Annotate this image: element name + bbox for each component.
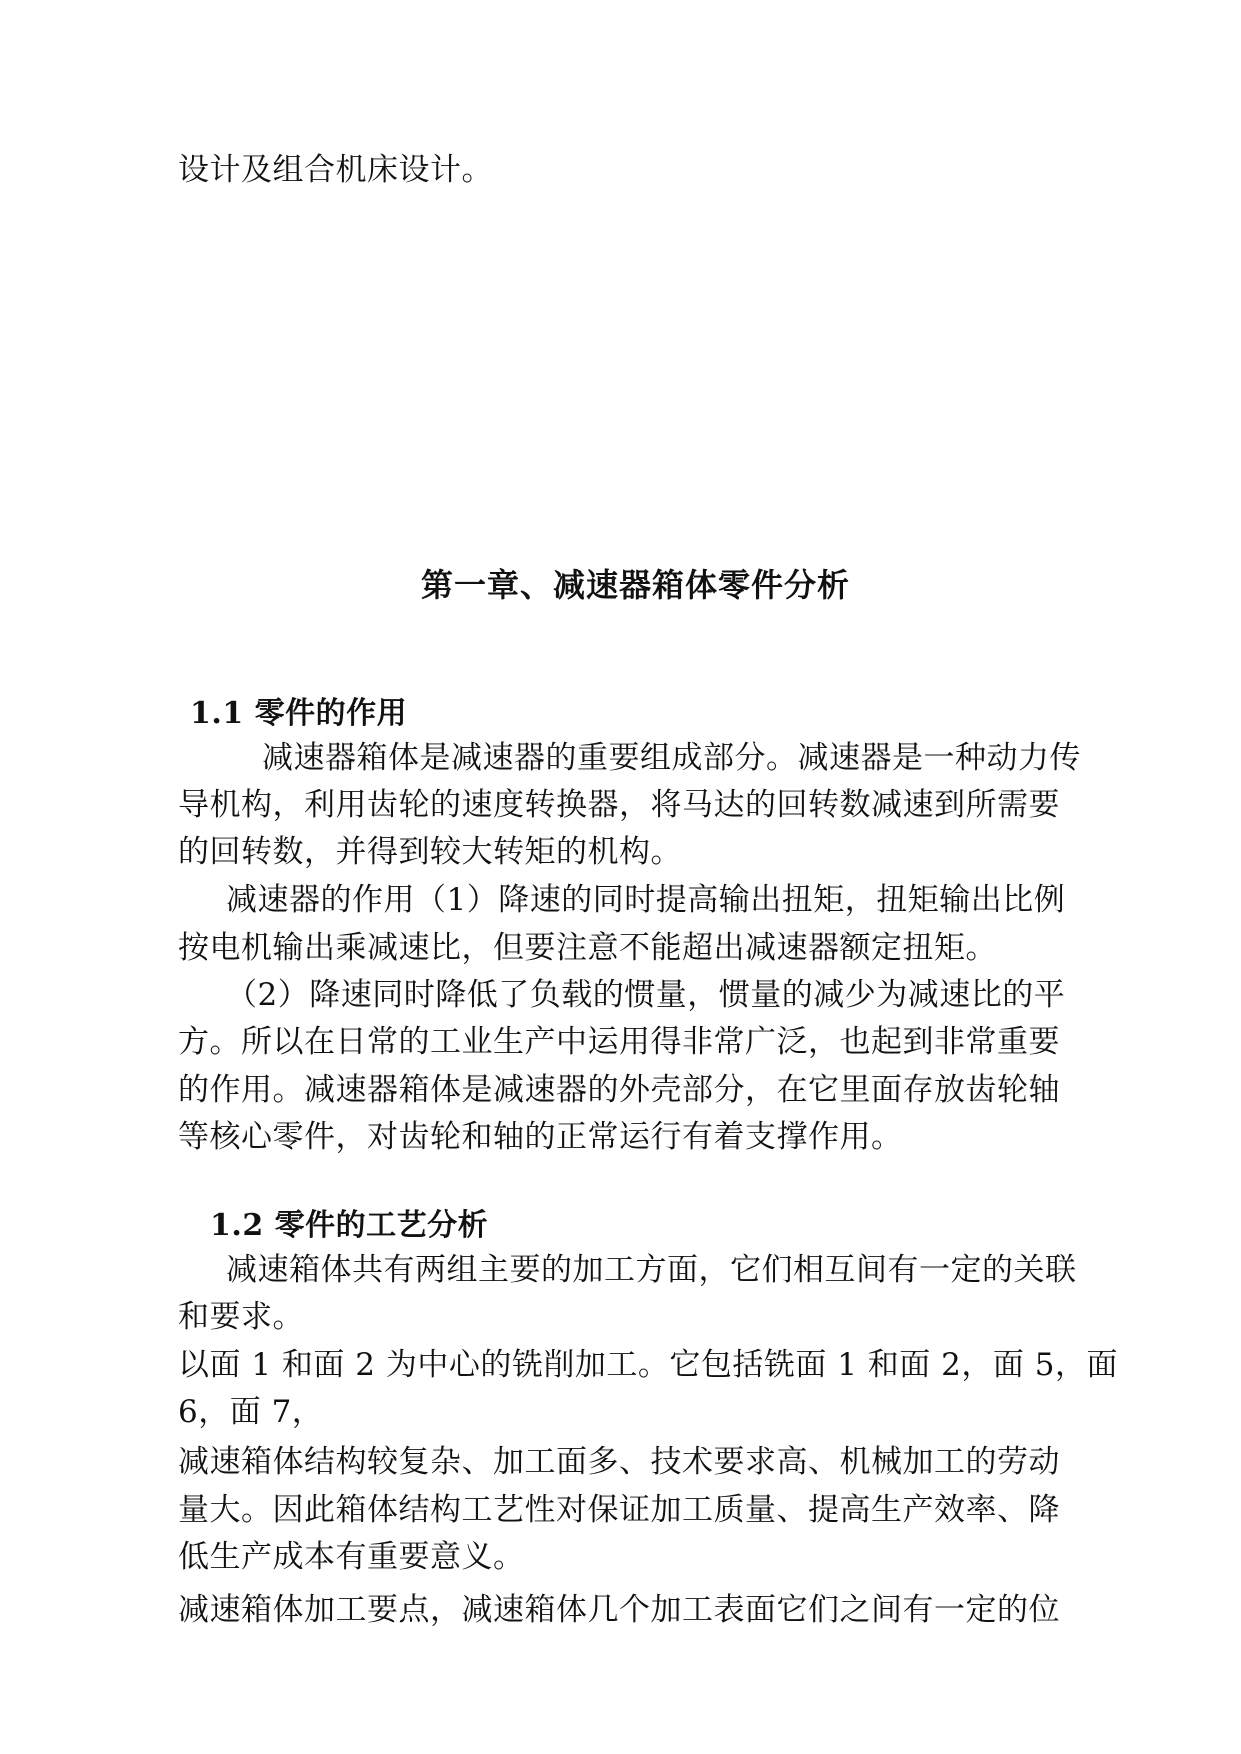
paragraph-line: 以面 1 和面 2 为中心的铣削加工。它包括铣面 1 和面 2，面 5，面 [178, 1347, 1118, 1383]
paragraph-line: 导机构，利用齿轮的速度转换器，将马达的回转数减速到所需要 [178, 787, 1060, 823]
paragraph-line: 方。所以在日常的工业生产中运用得非常广泛，也起到非常重要 [178, 1024, 1060, 1060]
paragraph-line: 6，面 7， [178, 1394, 324, 1430]
paragraph-line: 减速器箱体是减速器的重要组成部分。减速器是一种动力传 [262, 740, 1081, 776]
section-heading-1-1: 1.1 零件的作用 [190, 696, 408, 731]
section-heading-1-2: 1.2 零件的工艺分析 [210, 1208, 489, 1243]
paragraph-line: 的作用。减速器箱体是减速器的外壳部分，在它里面存放齿轮轴 [178, 1072, 1060, 1108]
paragraph-line: 减速器的作用（1）降速的同时提高输出扭矩，扭矩输出比例 [226, 882, 1066, 918]
paragraph-line: （2）降速同时降低了负载的惯量，惯量的减少为减速比的平 [226, 977, 1066, 1013]
paragraph-line: 的回转数，并得到较大转矩的机构。 [178, 834, 682, 870]
paragraph-line: 低生产成本有重要意义。 [178, 1539, 525, 1575]
intro-fragment: 设计及组合机床设计。 [178, 152, 493, 188]
paragraph-line: 减速箱体结构较复杂、加工面多、技术要求高、机械加工的劳动 [178, 1444, 1060, 1480]
paragraph-line: 量大。因此箱体结构工艺性对保证加工质量、提高生产效率、降 [178, 1492, 1060, 1528]
paragraph-line: 和要求。 [178, 1299, 304, 1335]
chapter-title: 第一章、减速器箱体零件分析 [420, 566, 850, 604]
paragraph-line: 减速箱体共有两组主要的加工方面，它们相互间有一定的关联 [226, 1252, 1077, 1288]
paragraph-line: 按电机输出乘减速比，但要注意不能超出减速器额定扭矩。 [178, 930, 997, 966]
paragraph-line: 减速箱体加工要点，减速箱体几个加工表面它们之间有一定的位 [178, 1592, 1060, 1628]
paragraph-line: 等核心零件，对齿轮和轴的正常运行有着支撑作用。 [178, 1119, 903, 1155]
